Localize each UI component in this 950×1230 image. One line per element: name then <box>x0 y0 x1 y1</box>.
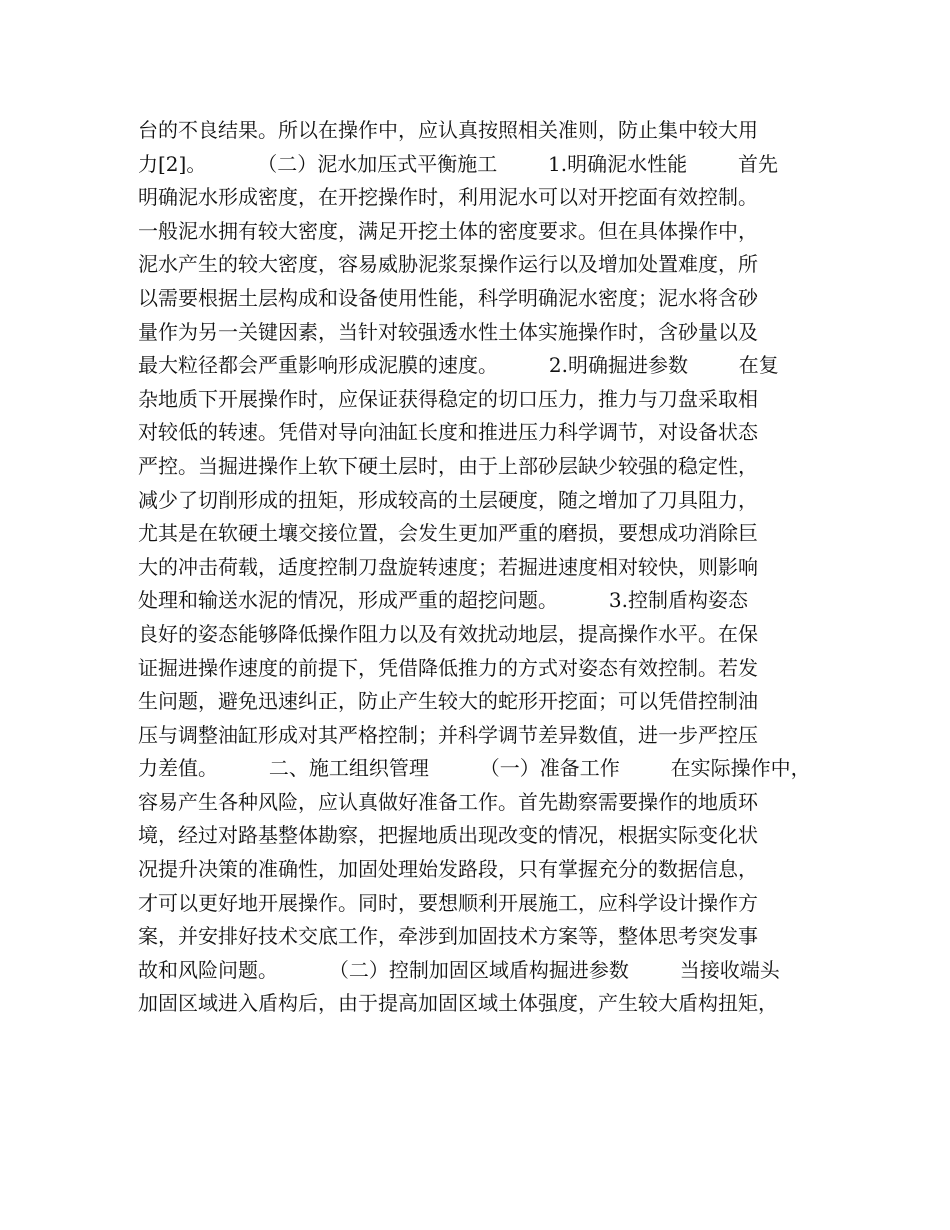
text-line: 证掘进操作速度的前提下，凭借降低推力的方式对姿态有效控制。若发 <box>138 655 758 680</box>
text-line: 明确泥水形成密度，在开挖操作时，利用泥水可以对开挖面有效控制。 <box>138 185 758 210</box>
text-line: 境，经过对路基整体勘察，把握地质出现改变的情况，根据实际变化状 <box>138 823 758 848</box>
text-line: 台的不良结果。所以在操作中，应认真按照相关准则，防止集中较大用 <box>138 118 758 142</box>
text-line: 对较低的转速。凭借对导向油缸长度和推进压力科学调节，对设备状态 <box>138 420 758 445</box>
text-line: 况提升决策的准确性，加固处理始发路段，只有掌握充分的数据信息， <box>138 857 758 882</box>
text-line: 杂地质下开展操作时，应保证获得稳定的切口压力，推力与刀盘采取相 <box>138 386 758 411</box>
text-line: 力差值。 二、施工组织管理 （一）准备工作 在实际操作中， <box>138 756 811 781</box>
text-line: 最大粒径都会严重影响形成泥膜的速度。 2.明确掘进参数 在复 <box>138 353 779 378</box>
text-line: 容易产生各种风险，应认真做好准备工作。首先勘察需要操作的地质环 <box>138 789 758 814</box>
text-line: 力[2]。 （二）泥水加压式平衡施工 1.明确泥水性能 首先 <box>138 151 778 176</box>
text-line: 压与调整油缸形成对其严格控制；并科学调节差异数值，进一步严控压 <box>138 722 758 747</box>
text-line: 良好的姿态能够降低操作阻力以及有效扰动地层，提高操作水平。在保 <box>138 621 758 646</box>
text-line: 加固区域进入盾构后，由于提高加固区域土体强度，产生较大盾构扭矩， <box>138 991 778 1016</box>
text-line: 大的冲击荷载，适度控制刀盘旋转速度；若掘进速度相对较快，则影响 <box>138 554 758 579</box>
text-line: 泥水产生的较大密度，容易威胁泥浆泵操作运行以及增加处置难度，所 <box>138 252 758 277</box>
text-line: 一般泥水拥有较大密度，满足开挖土体的密度要求。但在具体操作中， <box>138 218 758 243</box>
body-text <box>138 114 838 1021</box>
text-line: 量作为另一关键因素，当针对较强透水性土体实施操作时，含砂量以及 <box>138 319 758 344</box>
text-line: 才可以更好地开展操作。同时，要想顺利开展施工，应科学设计操作方 <box>138 890 758 915</box>
text-line: 尤其是在软硬土壤交接位置，会发生更加严重的磨损，要想成功消除巨 <box>138 521 758 546</box>
text-line: 处理和输送水泥的情况，形成严重的超挖问题。 3.控制盾构姿态 <box>138 588 748 613</box>
text-line: 减少了切削形成的扭矩，形成较高的土层硬度，随之增加了刀具阻力， <box>138 487 758 512</box>
text-line: 以需要根据土层构成和设备使用性能，科学明确泥水密度；泥水将含砂 <box>138 285 758 310</box>
text-line: 故和风险问题。 （二）控制加固区域盾构掘进参数 当接收端头 <box>138 957 780 982</box>
text-line: 生问题，避免迅速纠正，防止产生较大的蛇形开挖面；可以凭借控制油 <box>138 689 758 714</box>
text-line: 严控。当掘进操作上软下硬土层时，由于上部砂层缺少较强的稳定性， <box>138 453 758 478</box>
text-line: 案，并安排好技术交底工作，牵涉到加固技术方案等，整体思考突发事 <box>138 924 758 949</box>
